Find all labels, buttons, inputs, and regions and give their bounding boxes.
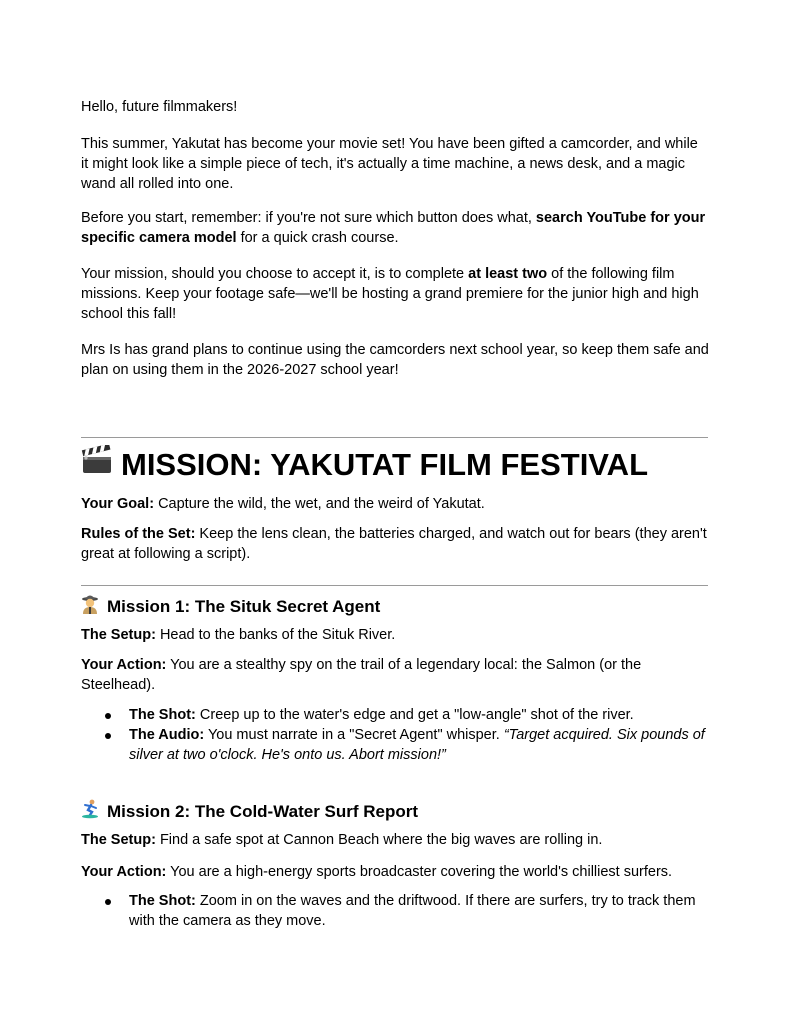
intro-paragraph-1: This summer, Yakutat has become your movie set! You have been gifted a camcorder, and while it might look like a simple piece of tech, it's actually a time machine, a news desk, and a magic wand all rolled into one. <box>81 136 698 192</box>
clapperboard-icon <box>81 445 113 484</box>
list-item: The Audio: You must narrate in a "Secret Agent" whisper. “Target acquired. Six pounds of silver at two o'clock. He's onto us. Abort mission!” <box>81 725 709 765</box>
mission-1-action: Your Action: You are a stealthy spy on the trail of a legendary local: the Salmon (or the Steelhead). <box>81 657 642 693</box>
mission-1-heading <box>81 594 709 620</box>
festival-rules: Rules of the Set: Keep the lens clean, the batteries charged, and watch out for bears (they aren't great at following a script). <box>81 526 707 562</box>
surfer-icon <box>81 799 99 825</box>
intro-paragraph-4: Mrs Is has grand plans to continue using the camcorders next school year, so keep them safe and plan on using them in the 2026-2027 school year! <box>81 342 709 378</box>
festival-title: MISSION: YAKUTAT FILM FESTIVAL <box>121 446 648 482</box>
list-item: The Shot: Zoom in on the waves and the driftwood. If there are surfers, try to track them with the camera as they move. <box>81 891 709 931</box>
list-item: The Shot: Creep up to the water's edge and get a "low-angle" shot of the river. <box>81 705 709 725</box>
detective-icon <box>81 594 99 620</box>
mission-1-title: Mission 1: The Situk Secret Agent <box>107 597 381 616</box>
mission-2-title: Mission 2: The Cold-Water Surf Report <box>107 802 419 821</box>
greeting: Hello, future filmmakers! <box>81 99 238 115</box>
divider <box>81 437 708 438</box>
intro-paragraph-3: Your mission, should you choose to accept it, is to complete at least two of the following film missions. Keep your footage safe—we'll be hosting a grand premiere for the junior high and high school this fall! <box>81 266 699 322</box>
mission-2-list <box>81 891 709 931</box>
mission-2-setup: The Setup: Find a safe spot at Cannon Beach where the big waves are rolling in. <box>81 832 603 848</box>
festival-goal: Your Goal: Capture the wild, the wet, and the weird of Yakutat. <box>81 496 485 512</box>
festival-heading <box>81 445 721 484</box>
divider <box>81 585 708 586</box>
mission-2-heading <box>81 799 709 825</box>
mission-2-action: Your Action: You are a high-energy sports broadcaster covering the world's chilliest surfers. <box>81 864 673 880</box>
intro-paragraph-2: Before you start, remember: if you're not sure which button does what, search YouTube for your specific camera model for a quick crash course. <box>81 210 706 246</box>
mission-1-list <box>81 705 709 765</box>
mission-1-setup: The Setup: Head to the banks of the Situk River. <box>81 627 396 643</box>
